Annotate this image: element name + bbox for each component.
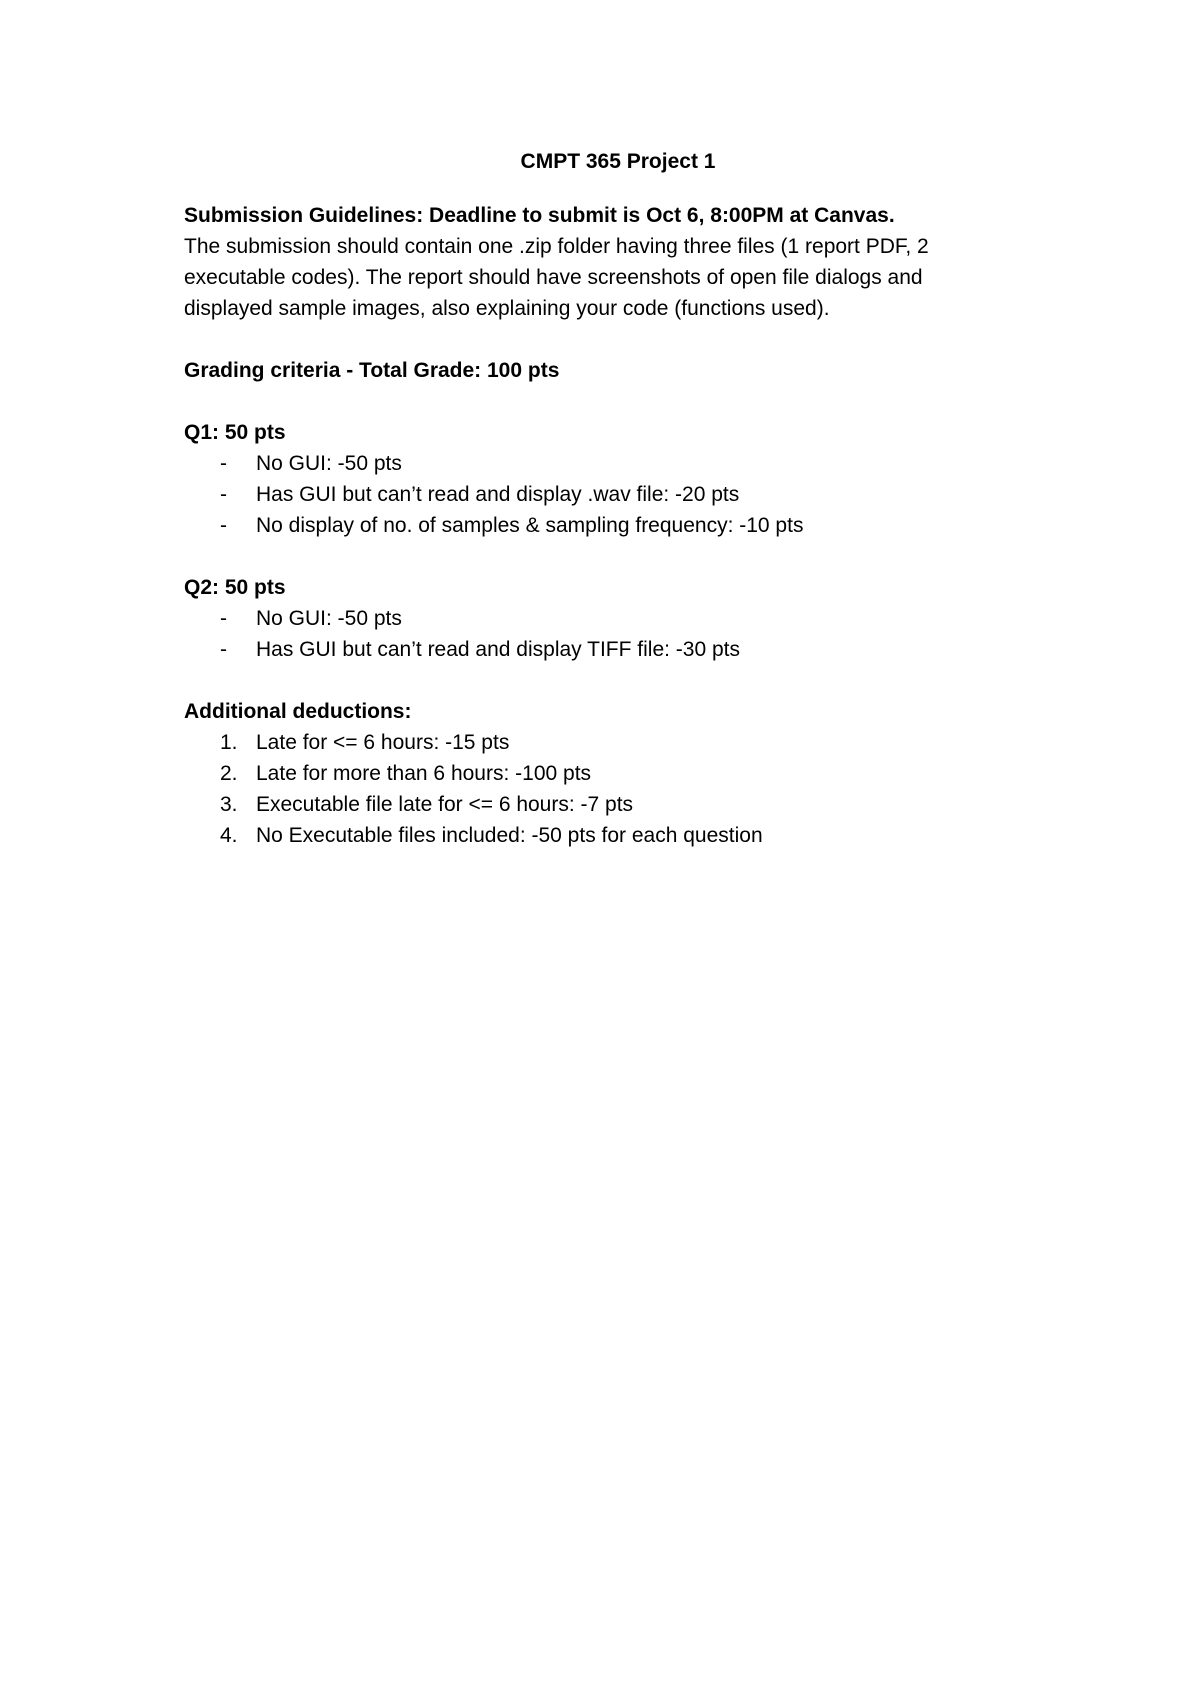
submission-line-2: executable codes). The report should have screenshots of open file dialogs and bbox=[184, 266, 923, 289]
spacer bbox=[184, 324, 1064, 355]
submission-line-1: The submission should contain one .zip folder having three files (1 report PDF, 2 bbox=[184, 235, 929, 258]
q2-criteria-list bbox=[184, 603, 1064, 665]
submission-heading: Submission Guidelines: Deadline to submit is Oct 6, 8:00PM at Canvas. bbox=[184, 204, 895, 227]
list-marker: - bbox=[220, 607, 227, 630]
list-item bbox=[184, 634, 1064, 665]
list-item bbox=[184, 789, 1064, 820]
list-marker: - bbox=[220, 452, 227, 475]
list-item bbox=[184, 479, 1064, 510]
list-item bbox=[184, 727, 1064, 758]
list-item bbox=[184, 603, 1064, 634]
submission-line-3: displayed sample images, also explaining your code (functions used). bbox=[184, 297, 830, 320]
document-body bbox=[184, 146, 1064, 851]
list-marker: 2. bbox=[220, 762, 238, 785]
list-item bbox=[184, 820, 1064, 851]
list-item-text: No Executable files included: -50 pts for each question bbox=[256, 824, 763, 847]
list-item-text: No display of no. of samples & sampling frequency: -10 pts bbox=[256, 514, 804, 537]
list-item-text: Has GUI but can’t read and display TIFF file: -30 pts bbox=[256, 638, 740, 661]
deductions-list bbox=[184, 727, 1064, 851]
list-item bbox=[184, 758, 1064, 789]
q1-criteria-list bbox=[184, 448, 1064, 541]
q2-heading: Q2: 50 pts bbox=[184, 576, 286, 599]
list-item bbox=[184, 510, 1064, 541]
list-marker: 4. bbox=[220, 824, 238, 847]
list-item-text: Late for more than 6 hours: -100 pts bbox=[256, 762, 592, 785]
list-item-text: Has GUI but can’t read and display .wav file: -20 pts bbox=[256, 483, 740, 506]
list-marker: - bbox=[220, 514, 227, 537]
list-marker: 3. bbox=[220, 793, 238, 816]
document-title: CMPT 365 Project 1 bbox=[520, 150, 716, 173]
list-item bbox=[184, 448, 1064, 479]
spacer bbox=[184, 541, 1064, 572]
grading-heading: Grading criteria - Total Grade: 100 pts bbox=[184, 359, 560, 382]
spacer bbox=[184, 665, 1064, 696]
list-marker: - bbox=[220, 483, 227, 506]
list-marker: - bbox=[220, 638, 227, 661]
list-item-text: No GUI: -50 pts bbox=[256, 452, 402, 475]
deductions-heading: Additional deductions: bbox=[184, 700, 412, 723]
list-item-text: Executable file late for <= 6 hours: -7 pts bbox=[256, 793, 634, 816]
list-item-text: No GUI: -50 pts bbox=[256, 607, 402, 630]
list-item-text: Late for <= 6 hours: -15 pts bbox=[256, 731, 510, 754]
list-marker: 1. bbox=[220, 731, 238, 754]
spacer bbox=[184, 386, 1064, 417]
q1-heading: Q1: 50 pts bbox=[184, 421, 286, 444]
